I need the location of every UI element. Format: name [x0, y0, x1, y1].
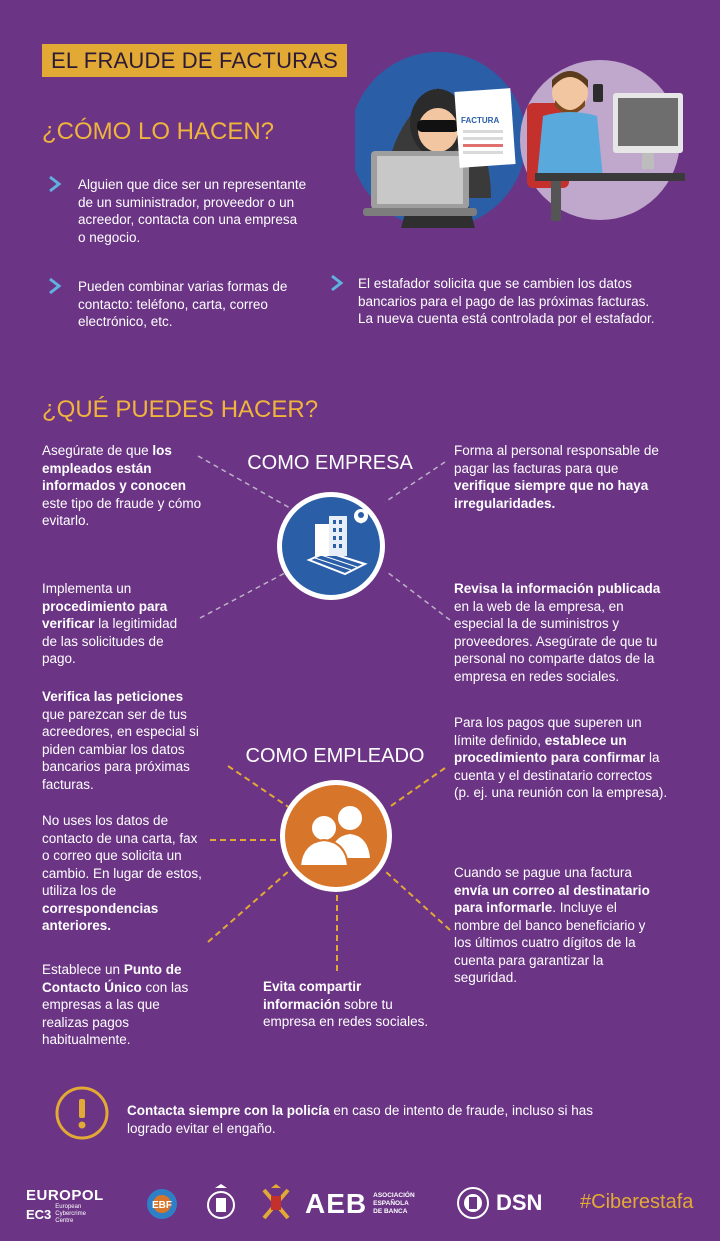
company-tip-verify-procedure: Implementa un procedimiento para verificar la legitimidad de las solicitudes de pago.	[42, 581, 178, 666]
europol-logo: EUROPOL EC3 European Cybercrime Centre	[26, 1187, 104, 1224]
guardia-civil-emblem	[258, 1184, 294, 1224]
how-heading: ¿CÓMO LO HACEN?	[42, 118, 275, 145]
dsn-logo: DSN	[456, 1186, 542, 1220]
chevron-right-icon	[48, 175, 62, 193]
company-tip-train-staff: Forma al personal responsable de pagar las facturas para que verifique siempre que no haya irregularidades.	[454, 443, 659, 511]
policia-nacional-emblem	[205, 1184, 237, 1224]
invoice-document-icon	[454, 88, 515, 168]
how-item-2: Pueden combinar varias formas de contacto: teléfono, carta, correo electrónico, etc.	[78, 279, 288, 329]
employee-tip-social-media: Evita compartir información sobre tu empresa en redes sociales.	[263, 979, 429, 1029]
employee-tip-single-contact: Establece un Punto de Contacto Único con las empresas a las que realizas pagos habitualmente.	[42, 962, 189, 1047]
chevron-right-icon	[48, 277, 62, 295]
ebf-logo	[140, 1184, 184, 1224]
how-item-1: Alguien que dice ser un representante de un suministrador, proveedor o un acreedor, contacta con una empresa o negocio.	[78, 177, 307, 245]
hashtag: #Ciberestafa	[580, 1191, 694, 1213]
page-title: EL FRAUDE DE FACTURAS	[42, 44, 347, 77]
chevron-right-icon	[330, 274, 344, 292]
police-contact-advice: Contacta siempre con la policía en caso de intento de fraude, incluso si has logrado evitar el engaño.	[127, 1103, 593, 1136]
employee-heading: COMO EMPLEADO	[245, 745, 425, 767]
building-icon	[275, 490, 387, 602]
company-tip-employees-informed: Asegúrate de que los empleados están informados y conocen este tipo de fraude y cómo evitarlo.	[42, 443, 202, 528]
employee-tip-verify-requests: Verifica las peticiones que parezcan ser de tus acreedores, en especial si piden cambiar los datos bancarios para próximas facturas.	[42, 689, 199, 792]
employee-tip-confirm-procedure: Para los pagos que superen un límite definido, establece un procedimiento para confirmar la cuenta y el destinatario correctos (p. ej. una reunión con la empresa).	[454, 715, 668, 800]
company-heading: COMO EMPRESA	[247, 452, 413, 474]
what-heading: ¿QUÉ PUEDES HACER?	[42, 396, 319, 423]
employee-tip-previous-contacts: No uses los datos de contacto de una carta, fax o correo que solicita un cambio. En lugar de estos, utiliza los de correspondencias anteriores.	[42, 813, 202, 933]
company-tip-review-info: Revisa la información publicada en la web de la empresa, en especial la de suministros y proveedores. Asegúrate de que tu personal no comparte datos de la empresa en redes sociales.	[454, 581, 661, 684]
svg-text:EBF: EBF	[152, 1200, 172, 1211]
people-icon	[278, 778, 394, 894]
employee-tip-notify-recipient: Cuando se pague una factura envía un correo al destinatario para informarle. Incluye el nombre del banco beneficiario y los últimos cuatro dígitos de la cuenta para garantizar la seguridad.	[454, 865, 650, 985]
how-item-3: El estafador solicita que se cambien los datos bancarios para el pago de las próximas facturas. La nueva cuenta está controlada por el estafador.	[358, 276, 655, 326]
dsn-seal-icon	[456, 1186, 490, 1220]
warning-icon	[54, 1085, 110, 1141]
svg-text:FACTURA: FACTURA	[461, 116, 500, 125]
fraud-illustration	[355, 48, 695, 233]
aeb-logo: AEB ASOCIACIÓN ESPAÑOLA DE BANCA	[305, 1188, 415, 1219]
